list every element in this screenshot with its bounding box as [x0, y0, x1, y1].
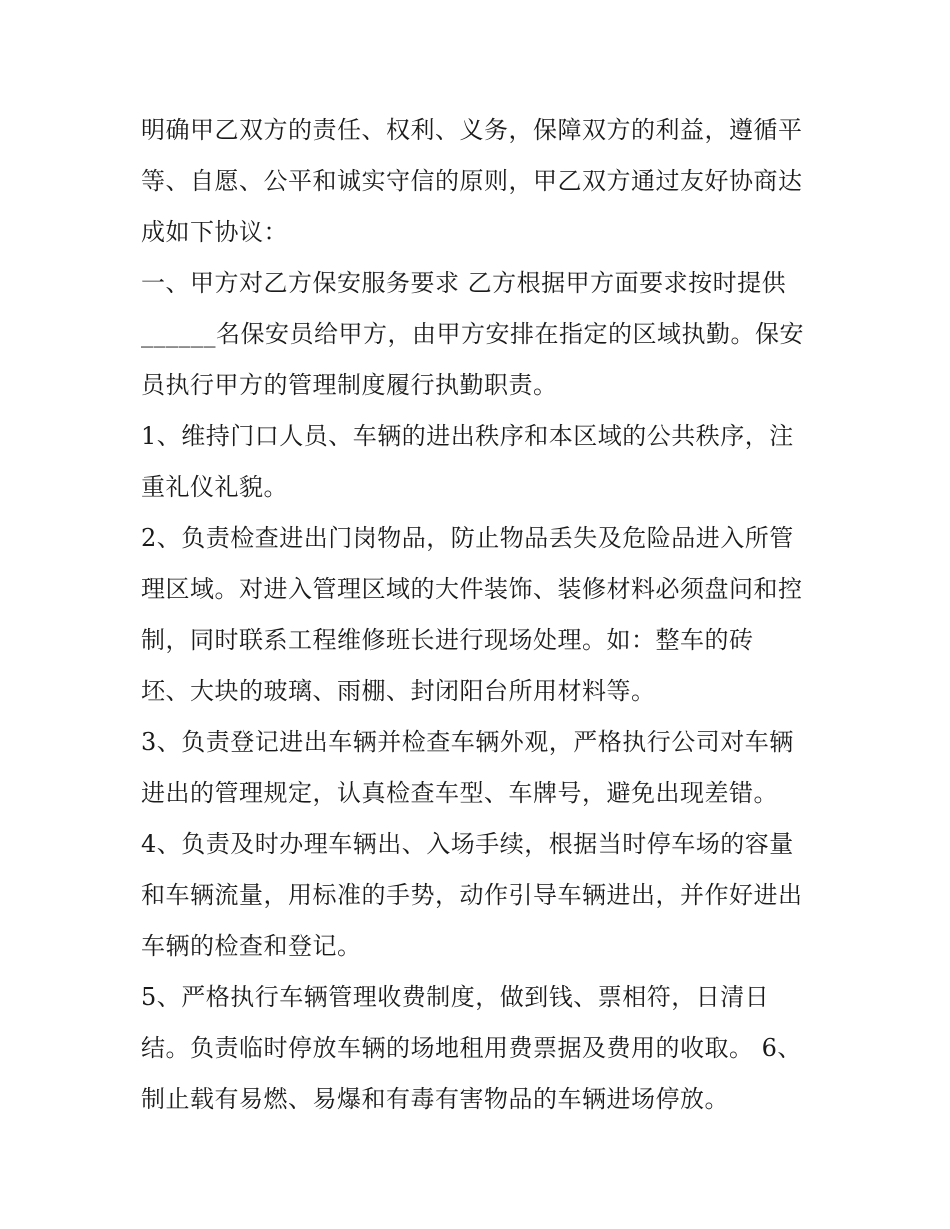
section-heading-line: 一、甲方对乙方保安服务要求 乙方根据甲方面要求按时提供	[141, 269, 787, 297]
text-line: 等、自愿、公平和诚实守信的原则，甲乙双方通过友好协商达	[141, 167, 803, 195]
list-item-1-line: 1、维持门口人员、车辆的进出秩序和本区域的公共秩序，注	[141, 422, 794, 450]
text-line: 理区域。对进入管理区域的大件装饰、装修材料必须盘问和控	[141, 575, 803, 603]
document-body	[141, 105, 821, 1125]
text-line: 和车辆流量，用标准的手势，动作引导车辆进出，并作好进出	[141, 881, 803, 909]
text-line: 制止载有易燃、易爆和有毒有害物品的车辆进场停放。	[141, 1085, 729, 1113]
list-item-2-line: 2、负责检查进出门岗物品，防止物品丢失及危险品进入所管	[141, 524, 794, 552]
text-line: 进出的管理规定，认真检查车型、车牌号，避免出现差错。	[141, 779, 778, 807]
text-line: 制，同时联系工程维修班长进行现场处理。如：整车的砖	[141, 626, 754, 654]
list-item-5-line: 5、严格执行车辆管理收费制度，做到钱、票相符，日清日	[141, 983, 770, 1011]
text-line: 成如下协议：	[141, 218, 288, 246]
text-line: 结。负责临时停放车辆的场地租用费票据及费用的收取。 6、	[141, 1034, 802, 1062]
text-line: 坯、大块的玻璃、雨棚、封闭阳台所用材料等。	[141, 677, 656, 705]
list-item-3-line: 3、负责登记进出车辆并检查车辆外观，严格执行公司对车辆	[141, 728, 794, 756]
text-line: 车辆的检查和登记。	[141, 932, 362, 960]
list-item-4-line: 4、负责及时办理车辆出、入场手续，根据当时停车场的容量	[141, 830, 794, 858]
text-line: 员执行甲方的管理制度履行执勤职责。	[141, 371, 558, 399]
text-line: 重礼仪礼貌。	[141, 473, 288, 501]
text-line: ______名保安员给甲方，由甲方安排在指定的区域执勤。保安	[141, 320, 804, 348]
text-line: 明确甲乙双方的责任、权利、义务，保障双方的利益，遵循平	[141, 116, 803, 144]
